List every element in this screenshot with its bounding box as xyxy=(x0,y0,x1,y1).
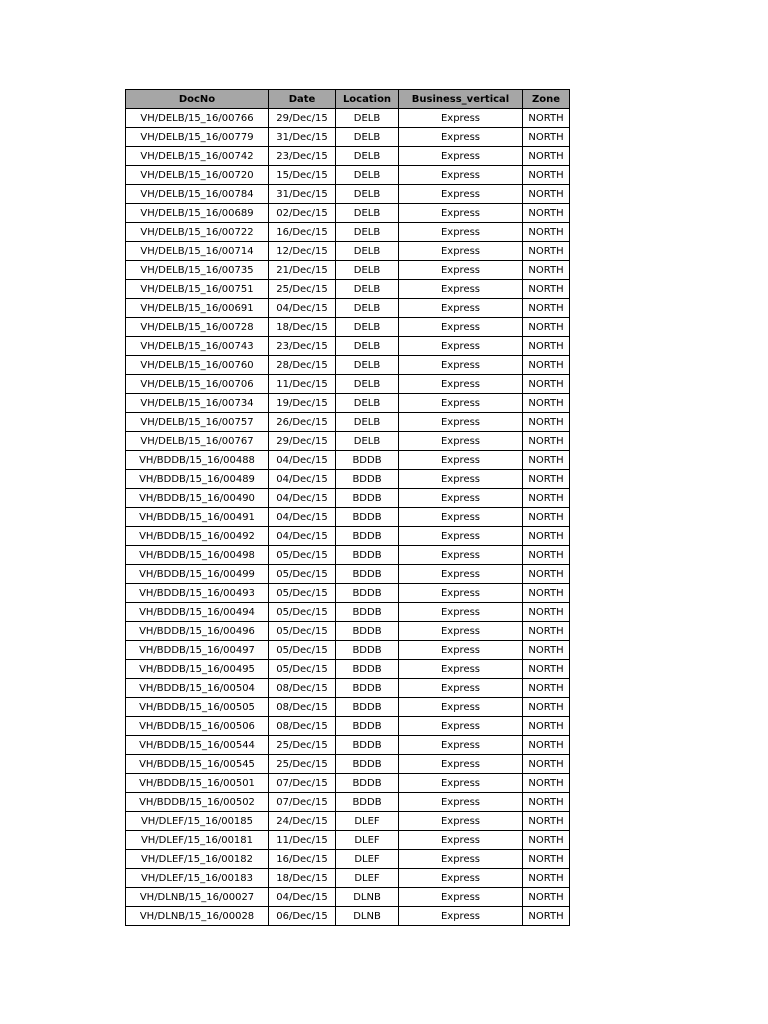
table-row xyxy=(126,166,570,185)
table-row xyxy=(126,261,570,280)
cell-zone: NORTH xyxy=(523,451,570,470)
cell-location: DELB xyxy=(336,299,399,318)
cell-location: BDDB xyxy=(336,451,399,470)
cell-zone: NORTH xyxy=(523,622,570,641)
cell-business-vertical: Express xyxy=(399,812,523,831)
table-row xyxy=(126,508,570,527)
cell-docno: VH/DELB/15_16/00714 xyxy=(126,242,269,261)
cell-docno: VH/BDDB/15_16/00496 xyxy=(126,622,269,641)
table-row xyxy=(126,679,570,698)
table-row xyxy=(126,546,570,565)
cell-zone: NORTH xyxy=(523,831,570,850)
cell-business-vertical: Express xyxy=(399,641,523,660)
table-row xyxy=(126,850,570,869)
cell-docno: VH/BDDB/15_16/00493 xyxy=(126,584,269,603)
cell-date: 25/Dec/15 xyxy=(269,280,336,299)
cell-location: BDDB xyxy=(336,793,399,812)
cell-docno: VH/BDDB/15_16/00505 xyxy=(126,698,269,717)
table-row xyxy=(126,128,570,147)
cell-business-vertical: Express xyxy=(399,318,523,337)
cell-zone: NORTH xyxy=(523,907,570,926)
cell-date: 02/Dec/15 xyxy=(269,204,336,223)
cell-docno: VH/DLEF/15_16/00182 xyxy=(126,850,269,869)
cell-date: 06/Dec/15 xyxy=(269,907,336,926)
cell-zone: NORTH xyxy=(523,375,570,394)
cell-docno: VH/BDDB/15_16/00488 xyxy=(126,451,269,470)
cell-location: BDDB xyxy=(336,546,399,565)
cell-date: 11/Dec/15 xyxy=(269,831,336,850)
cell-location: BDDB xyxy=(336,527,399,546)
cell-zone: NORTH xyxy=(523,223,570,242)
table-row xyxy=(126,527,570,546)
cell-date: 05/Dec/15 xyxy=(269,603,336,622)
cell-docno: VH/BDDB/15_16/00491 xyxy=(126,508,269,527)
cell-business-vertical: Express xyxy=(399,774,523,793)
cell-zone: NORTH xyxy=(523,337,570,356)
cell-zone: NORTH xyxy=(523,508,570,527)
cell-location: BDDB xyxy=(336,774,399,793)
table-row xyxy=(126,147,570,166)
cell-location: BDDB xyxy=(336,679,399,698)
cell-docno: VH/DELB/15_16/00691 xyxy=(126,299,269,318)
cell-business-vertical: Express xyxy=(399,128,523,147)
cell-docno: VH/DELB/15_16/00751 xyxy=(126,280,269,299)
cell-date: 08/Dec/15 xyxy=(269,717,336,736)
cell-docno: VH/DELB/15_16/00757 xyxy=(126,413,269,432)
table-row xyxy=(126,109,570,128)
cell-location: DELB xyxy=(336,204,399,223)
cell-zone: NORTH xyxy=(523,679,570,698)
cell-location: DELB xyxy=(336,261,399,280)
cell-location: DELB xyxy=(336,223,399,242)
cell-location: DELB xyxy=(336,166,399,185)
cell-date: 18/Dec/15 xyxy=(269,869,336,888)
cell-location: BDDB xyxy=(336,622,399,641)
cell-zone: NORTH xyxy=(523,432,570,451)
cell-business-vertical: Express xyxy=(399,356,523,375)
table-row xyxy=(126,185,570,204)
cell-business-vertical: Express xyxy=(399,337,523,356)
cell-business-vertical: Express xyxy=(399,565,523,584)
cell-business-vertical: Express xyxy=(399,793,523,812)
cell-docno: VH/DELB/15_16/00767 xyxy=(126,432,269,451)
cell-date: 05/Dec/15 xyxy=(269,546,336,565)
cell-location: BDDB xyxy=(336,603,399,622)
cell-location: BDDB xyxy=(336,717,399,736)
cell-business-vertical: Express xyxy=(399,280,523,299)
cell-date: 12/Dec/15 xyxy=(269,242,336,261)
cell-zone: NORTH xyxy=(523,774,570,793)
table-row xyxy=(126,223,570,242)
cell-docno: VH/DELB/15_16/00728 xyxy=(126,318,269,337)
cell-location: DLEF xyxy=(336,850,399,869)
cell-business-vertical: Express xyxy=(399,698,523,717)
cell-zone: NORTH xyxy=(523,109,570,128)
cell-date: 11/Dec/15 xyxy=(269,375,336,394)
cell-docno: VH/DELB/15_16/00689 xyxy=(126,204,269,223)
cell-business-vertical: Express xyxy=(399,413,523,432)
cell-date: 05/Dec/15 xyxy=(269,641,336,660)
cell-date: 05/Dec/15 xyxy=(269,660,336,679)
cell-date: 04/Dec/15 xyxy=(269,888,336,907)
cell-docno: VH/DLEF/15_16/00185 xyxy=(126,812,269,831)
table-row xyxy=(126,565,570,584)
cell-zone: NORTH xyxy=(523,717,570,736)
cell-date: 04/Dec/15 xyxy=(269,470,336,489)
cell-location: DELB xyxy=(336,128,399,147)
cell-docno: VH/BDDB/15_16/00544 xyxy=(126,736,269,755)
cell-zone: NORTH xyxy=(523,147,570,166)
cell-business-vertical: Express xyxy=(399,603,523,622)
cell-location: DELB xyxy=(336,337,399,356)
cell-date: 04/Dec/15 xyxy=(269,508,336,527)
cell-business-vertical: Express xyxy=(399,204,523,223)
table-row xyxy=(126,888,570,907)
cell-location: DELB xyxy=(336,432,399,451)
cell-business-vertical: Express xyxy=(399,831,523,850)
cell-location: DELB xyxy=(336,280,399,299)
table-row xyxy=(126,698,570,717)
cell-docno: VH/DLEF/15_16/00183 xyxy=(126,869,269,888)
cell-docno: VH/BDDB/15_16/00504 xyxy=(126,679,269,698)
cell-date: 23/Dec/15 xyxy=(269,337,336,356)
table-row xyxy=(126,641,570,660)
cell-business-vertical: Express xyxy=(399,470,523,489)
cell-docno: VH/DELB/15_16/00779 xyxy=(126,128,269,147)
cell-location: BDDB xyxy=(336,660,399,679)
cell-zone: NORTH xyxy=(523,641,570,660)
cell-docno: VH/DELB/15_16/00720 xyxy=(126,166,269,185)
cell-docno: VH/BDDB/15_16/00490 xyxy=(126,489,269,508)
table-row xyxy=(126,204,570,223)
cell-docno: VH/DELB/15_16/00743 xyxy=(126,337,269,356)
cell-business-vertical: Express xyxy=(399,451,523,470)
cell-date: 07/Dec/15 xyxy=(269,774,336,793)
cell-location: DELB xyxy=(336,318,399,337)
cell-zone: NORTH xyxy=(523,546,570,565)
cell-business-vertical: Express xyxy=(399,888,523,907)
cell-zone: NORTH xyxy=(523,242,570,261)
document-table xyxy=(125,89,570,926)
cell-zone: NORTH xyxy=(523,185,570,204)
table-row xyxy=(126,774,570,793)
cell-business-vertical: Express xyxy=(399,432,523,451)
cell-business-vertical: Express xyxy=(399,755,523,774)
table-row xyxy=(126,242,570,261)
cell-location: DELB xyxy=(336,147,399,166)
cell-location: DELB xyxy=(336,185,399,204)
cell-zone: NORTH xyxy=(523,565,570,584)
cell-date: 25/Dec/15 xyxy=(269,755,336,774)
cell-business-vertical: Express xyxy=(399,736,523,755)
cell-date: 24/Dec/15 xyxy=(269,812,336,831)
table-row xyxy=(126,622,570,641)
cell-docno: VH/BDDB/15_16/00494 xyxy=(126,603,269,622)
cell-date: 04/Dec/15 xyxy=(269,299,336,318)
cell-business-vertical: Express xyxy=(399,717,523,736)
cell-date: 05/Dec/15 xyxy=(269,622,336,641)
cell-zone: NORTH xyxy=(523,888,570,907)
cell-date: 07/Dec/15 xyxy=(269,793,336,812)
cell-location: DLEF xyxy=(336,812,399,831)
cell-docno: VH/DLNB/15_16/00028 xyxy=(126,907,269,926)
cell-docno: VH/BDDB/15_16/00498 xyxy=(126,546,269,565)
cell-docno: VH/BDDB/15_16/00499 xyxy=(126,565,269,584)
table-row xyxy=(126,869,570,888)
cell-business-vertical: Express xyxy=(399,660,523,679)
cell-date: 16/Dec/15 xyxy=(269,850,336,869)
cell-zone: NORTH xyxy=(523,584,570,603)
cell-location: BDDB xyxy=(336,508,399,527)
cell-date: 04/Dec/15 xyxy=(269,451,336,470)
table-row xyxy=(126,299,570,318)
cell-zone: NORTH xyxy=(523,299,570,318)
cell-location: BDDB xyxy=(336,565,399,584)
cell-docno: VH/BDDB/15_16/00497 xyxy=(126,641,269,660)
table-row xyxy=(126,470,570,489)
cell-location: BDDB xyxy=(336,755,399,774)
cell-date: 16/Dec/15 xyxy=(269,223,336,242)
table-row xyxy=(126,375,570,394)
cell-business-vertical: Express xyxy=(399,109,523,128)
cell-docno: VH/DELB/15_16/00722 xyxy=(126,223,269,242)
cell-docno: VH/BDDB/15_16/00502 xyxy=(126,793,269,812)
cell-zone: NORTH xyxy=(523,755,570,774)
cell-zone: NORTH xyxy=(523,166,570,185)
cell-zone: NORTH xyxy=(523,470,570,489)
cell-business-vertical: Express xyxy=(399,147,523,166)
cell-zone: NORTH xyxy=(523,128,570,147)
cell-zone: NORTH xyxy=(523,527,570,546)
header-business-vertical: Business_vertical xyxy=(399,90,523,109)
cell-zone: NORTH xyxy=(523,318,570,337)
cell-docno: VH/BDDB/15_16/00489 xyxy=(126,470,269,489)
cell-zone: NORTH xyxy=(523,489,570,508)
cell-zone: NORTH xyxy=(523,793,570,812)
cell-date: 19/Dec/15 xyxy=(269,394,336,413)
cell-business-vertical: Express xyxy=(399,261,523,280)
cell-zone: NORTH xyxy=(523,261,570,280)
header-zone: Zone xyxy=(523,90,570,109)
header-docno: DocNo xyxy=(126,90,269,109)
cell-zone: NORTH xyxy=(523,204,570,223)
cell-business-vertical: Express xyxy=(399,584,523,603)
cell-location: DELB xyxy=(336,375,399,394)
cell-location: DELB xyxy=(336,242,399,261)
cell-business-vertical: Express xyxy=(399,869,523,888)
cell-date: 08/Dec/15 xyxy=(269,679,336,698)
table-row xyxy=(126,831,570,850)
cell-location: DELB xyxy=(336,394,399,413)
cell-location: DELB xyxy=(336,413,399,432)
cell-date: 31/Dec/15 xyxy=(269,185,336,204)
cell-docno: VH/DELB/15_16/00742 xyxy=(126,147,269,166)
header-location: Location xyxy=(336,90,399,109)
cell-date: 28/Dec/15 xyxy=(269,356,336,375)
cell-location: BDDB xyxy=(336,470,399,489)
cell-docno: VH/DELB/15_16/00735 xyxy=(126,261,269,280)
cell-docno: VH/BDDB/15_16/00545 xyxy=(126,755,269,774)
cell-date: 04/Dec/15 xyxy=(269,527,336,546)
table-row xyxy=(126,394,570,413)
cell-date: 25/Dec/15 xyxy=(269,736,336,755)
cell-zone: NORTH xyxy=(523,869,570,888)
cell-business-vertical: Express xyxy=(399,622,523,641)
cell-docno: VH/DLEF/15_16/00181 xyxy=(126,831,269,850)
cell-business-vertical: Express xyxy=(399,508,523,527)
table-row xyxy=(126,280,570,299)
table-row xyxy=(126,337,570,356)
table-row xyxy=(126,584,570,603)
cell-location: BDDB xyxy=(336,584,399,603)
table-body xyxy=(126,109,570,926)
cell-location: DLNB xyxy=(336,907,399,926)
cell-docno: VH/DLNB/15_16/00027 xyxy=(126,888,269,907)
table-row xyxy=(126,318,570,337)
cell-business-vertical: Express xyxy=(399,489,523,508)
cell-business-vertical: Express xyxy=(399,394,523,413)
cell-zone: NORTH xyxy=(523,698,570,717)
cell-zone: NORTH xyxy=(523,356,570,375)
table-header-row xyxy=(126,90,570,109)
cell-date: 08/Dec/15 xyxy=(269,698,336,717)
cell-business-vertical: Express xyxy=(399,850,523,869)
cell-location: BDDB xyxy=(336,736,399,755)
cell-docno: VH/DELB/15_16/00766 xyxy=(126,109,269,128)
table-row xyxy=(126,413,570,432)
table-row xyxy=(126,907,570,926)
cell-docno: VH/DELB/15_16/00734 xyxy=(126,394,269,413)
cell-docno: VH/BDDB/15_16/00501 xyxy=(126,774,269,793)
table-row xyxy=(126,603,570,622)
table-row xyxy=(126,432,570,451)
cell-business-vertical: Express xyxy=(399,527,523,546)
cell-location: DLEF xyxy=(336,831,399,850)
cell-date: 23/Dec/15 xyxy=(269,147,336,166)
cell-business-vertical: Express xyxy=(399,546,523,565)
table-row xyxy=(126,736,570,755)
header-date: Date xyxy=(269,90,336,109)
cell-docno: VH/BDDB/15_16/00495 xyxy=(126,660,269,679)
cell-business-vertical: Express xyxy=(399,299,523,318)
cell-location: DLNB xyxy=(336,888,399,907)
cell-date: 31/Dec/15 xyxy=(269,128,336,147)
table-row xyxy=(126,717,570,736)
cell-business-vertical: Express xyxy=(399,242,523,261)
cell-date: 18/Dec/15 xyxy=(269,318,336,337)
cell-zone: NORTH xyxy=(523,736,570,755)
cell-location: BDDB xyxy=(336,489,399,508)
cell-business-vertical: Express xyxy=(399,679,523,698)
cell-date: 29/Dec/15 xyxy=(269,432,336,451)
cell-docno: VH/BDDB/15_16/00492 xyxy=(126,527,269,546)
cell-business-vertical: Express xyxy=(399,907,523,926)
table-row xyxy=(126,812,570,831)
cell-date: 05/Dec/15 xyxy=(269,565,336,584)
cell-zone: NORTH xyxy=(523,394,570,413)
cell-business-vertical: Express xyxy=(399,223,523,242)
table-row xyxy=(126,356,570,375)
table-row xyxy=(126,793,570,812)
cell-business-vertical: Express xyxy=(399,375,523,394)
table-row xyxy=(126,489,570,508)
table-row xyxy=(126,755,570,774)
cell-docno: VH/BDDB/15_16/00506 xyxy=(126,717,269,736)
cell-zone: NORTH xyxy=(523,280,570,299)
cell-location: DLEF xyxy=(336,869,399,888)
table-row xyxy=(126,660,570,679)
cell-date: 15/Dec/15 xyxy=(269,166,336,185)
cell-location: DELB xyxy=(336,356,399,375)
cell-zone: NORTH xyxy=(523,660,570,679)
cell-docno: VH/DELB/15_16/00706 xyxy=(126,375,269,394)
cell-date: 26/Dec/15 xyxy=(269,413,336,432)
cell-docno: VH/DELB/15_16/00784 xyxy=(126,185,269,204)
cell-zone: NORTH xyxy=(523,850,570,869)
cell-business-vertical: Express xyxy=(399,185,523,204)
cell-zone: NORTH xyxy=(523,603,570,622)
cell-location: BDDB xyxy=(336,641,399,660)
table-row xyxy=(126,451,570,470)
cell-business-vertical: Express xyxy=(399,166,523,185)
cell-date: 05/Dec/15 xyxy=(269,584,336,603)
cell-zone: NORTH xyxy=(523,812,570,831)
cell-date: 21/Dec/15 xyxy=(269,261,336,280)
cell-location: BDDB xyxy=(336,698,399,717)
cell-zone: NORTH xyxy=(523,413,570,432)
cell-date: 04/Dec/15 xyxy=(269,489,336,508)
cell-location: DELB xyxy=(336,109,399,128)
cell-docno: VH/DELB/15_16/00760 xyxy=(126,356,269,375)
cell-date: 29/Dec/15 xyxy=(269,109,336,128)
